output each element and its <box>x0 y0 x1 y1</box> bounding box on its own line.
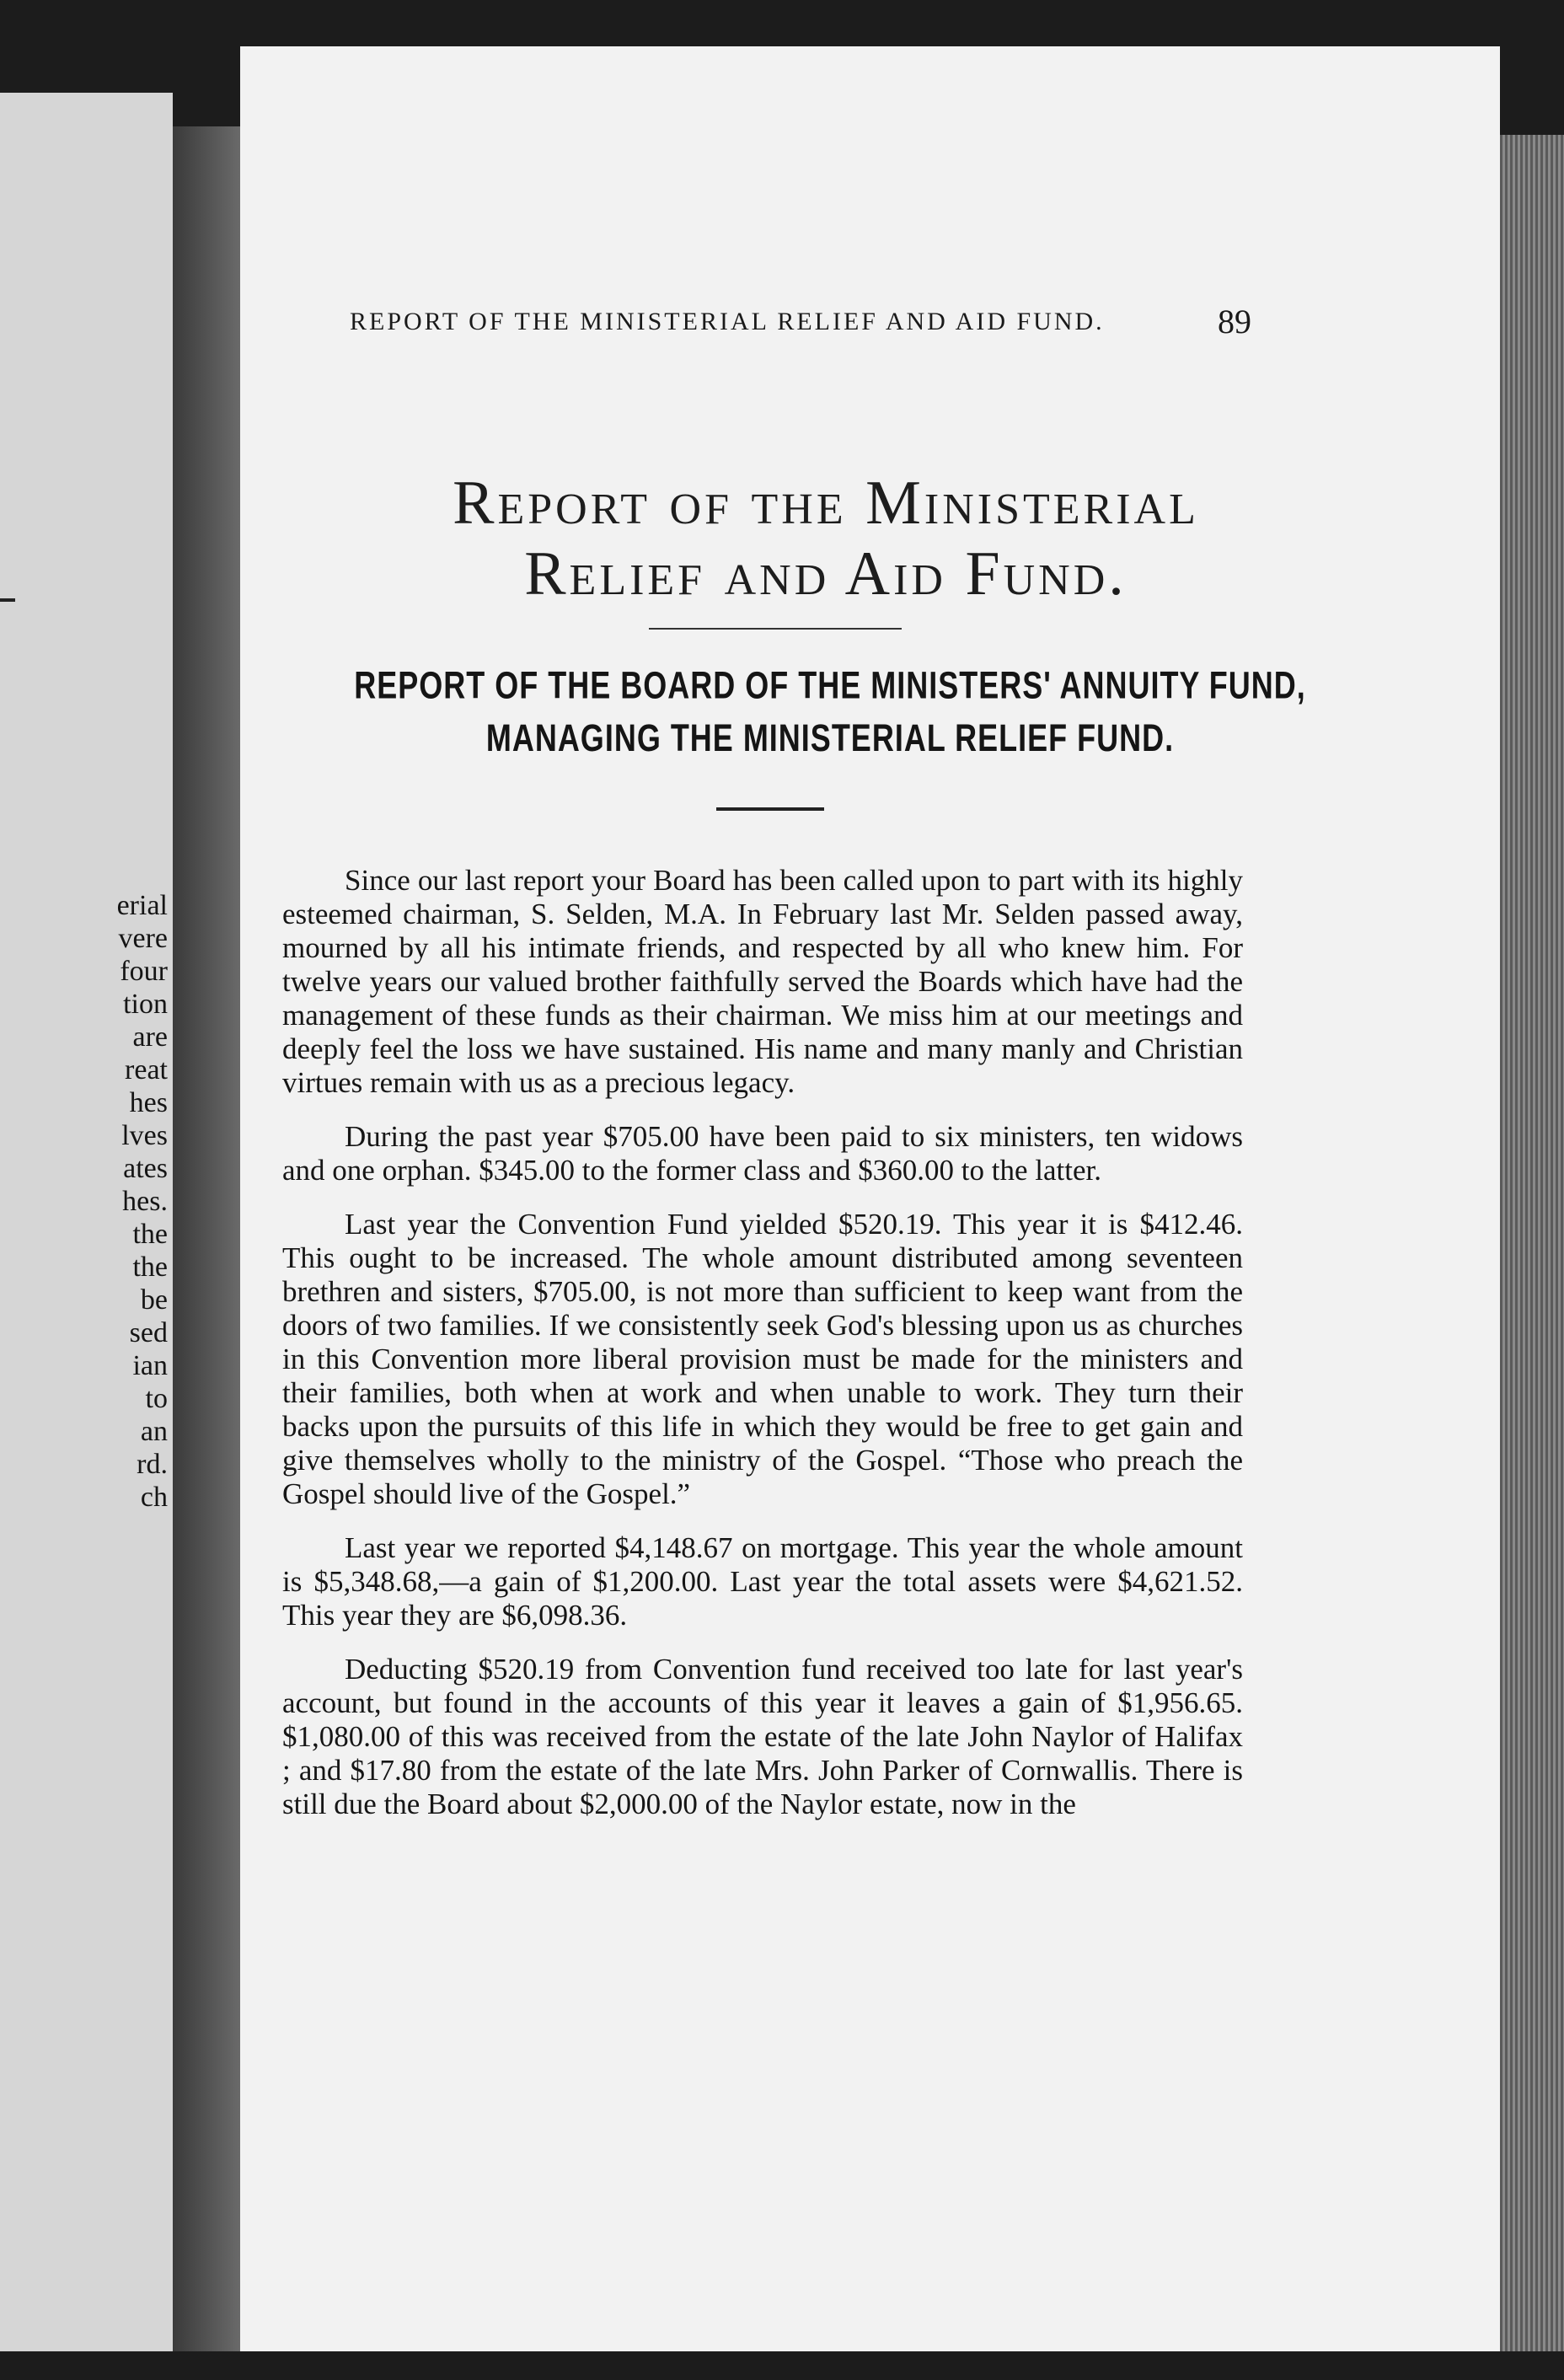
page-number: 89 <box>1218 303 1251 340</box>
paragraph: During the past year $705.00 have been paid to six ministers, ten widows and one orphan. $345.00 to the former class and $360.00 to the latter. <box>282 1120 1243 1187</box>
fragment: rd. <box>137 1449 168 1480</box>
fragment: ian <box>132 1350 168 1381</box>
heading-divider <box>716 807 824 811</box>
paragraph: Since our last report your Board has been called upon to part with its highly esteemed chairman, S. Selden, M.A. In February last Mr. Selden passed away, mourned by all his intimate friends, and respected by all who knew him. For twelve years our valued brother faithfully served the Boards which have had the management of these funds as their chairman. We miss him at our meetings and deeply feel the loss we have sustained. His name and many manly and Christian virtues remain with us as a precious legacy. <box>282 864 1243 1099</box>
left-page <box>0 93 173 2351</box>
page-title-line: Report of the Ministerial <box>453 469 1199 538</box>
report-body <box>282 864 1243 1841</box>
section-heading-line: MANAGING THE MINISTERIAL RELIEF FUND. <box>485 716 1175 759</box>
fragment: ates <box>123 1153 168 1184</box>
section-heading-line: REPORT OF THE BOARD OF THE MINISTERS' ANNUITY FUND, <box>354 663 1306 707</box>
fragment: erial <box>116 890 168 921</box>
fragment: are <box>132 1021 168 1053</box>
fragment: ch <box>140 1482 168 1513</box>
fragment: vere <box>118 923 168 954</box>
fragment: hes. <box>122 1186 168 1217</box>
page-title <box>287 468 1365 609</box>
paragraph: Deducting $520.19 from Convention fund received too late for last year's account, but found in the accounts of this year it leaves a gain of $1,956.65. $1,080.00 of this was received from the estate of the late John Naylor of Halifax ; and $17.80 from the estate of the late Mrs. John Parker of Cornwallis. There is still due the Board about $2,000.00 of the Naylor estate, now in the <box>282 1653 1243 1820</box>
fragment: an <box>140 1416 168 1447</box>
fragment: to <box>145 1383 168 1414</box>
margin-mark <box>0 598 15 602</box>
section-heading <box>303 659 1357 764</box>
book-gutter <box>173 126 240 2351</box>
paragraph: Last year we reported $4,148.67 on mortgage. This year the whole amount is $5,348.68,—a gain of $1,200.00. Last year the total assets were $4,621.52. This year they are $6,098.36. <box>282 1531 1243 1632</box>
fragment: hes <box>129 1087 168 1118</box>
fragment: the <box>132 1252 168 1283</box>
left-page-text-fragments <box>41 889 168 1514</box>
running-head: REPORT OF THE MINISTERIAL RELIEF AND AID FUND. <box>350 308 1105 335</box>
fragment: the <box>132 1219 168 1250</box>
page-title-line: Relief and Aid Fund. <box>524 539 1127 608</box>
fragment: reat <box>125 1054 168 1085</box>
title-divider <box>649 628 902 630</box>
fragment: be <box>140 1284 168 1316</box>
fragment: tion <box>123 989 168 1020</box>
fragment: four <box>120 956 168 987</box>
page-edge <box>1500 135 1564 2351</box>
paragraph: Last year the Convention Fund yielded $520.19. This year it is $412.46. This ought to be increased. The whole amount distributed among seventeen brethren and sisters, $705.00, is not more than sufficient to keep want from the doors of two families. If we consistently seek God's blessing upon us as churches in this Convention more liberal provision must be made for the ministers and their families, both when at work and when unable to work. They turn their backs upon the pursuits of this life in which they would be free to get gain and give themselves wholly to the ministry of the Gospel. “Those who preach the Gospel should live of the Gospel.” <box>282 1208 1243 1510</box>
fragment: sed <box>129 1317 168 1348</box>
fragment: lves <box>121 1120 168 1151</box>
